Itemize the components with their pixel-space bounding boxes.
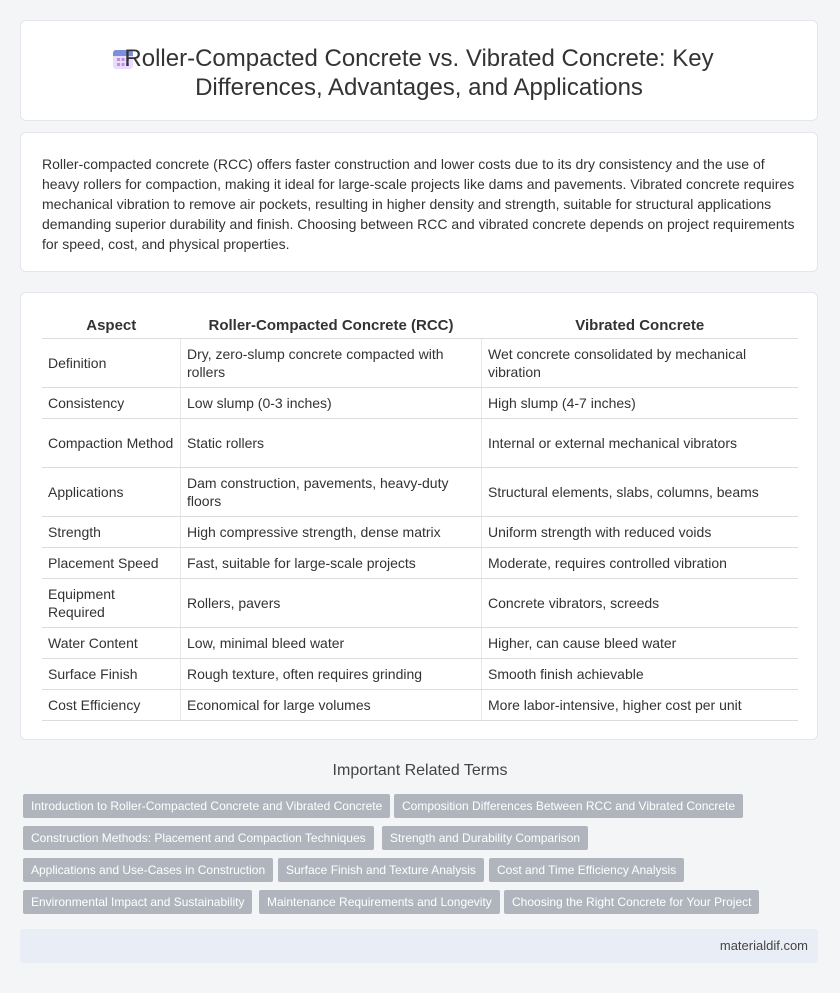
table-row [42, 419, 798, 468]
table-row [42, 339, 798, 388]
header-card [20, 20, 818, 121]
table-cell: Water Content [42, 628, 181, 659]
table-row [42, 468, 798, 517]
table-row [42, 548, 798, 579]
table-cell: Low slump (0-3 inches) [181, 388, 482, 419]
table-header-row [42, 312, 798, 339]
table-cell: Uniform strength with reduced voids [482, 517, 799, 548]
related-term-tag[interactable]: Maintenance Requirements and Longevity [259, 890, 500, 914]
table-cell: Static rollers [181, 419, 482, 468]
table-cell: High slump (4-7 inches) [482, 388, 799, 419]
table-cell: Rough texture, often requires grinding [181, 659, 482, 690]
table-cell: More labor-intensive, higher cost per unit [482, 690, 799, 721]
intro-paragraph: Roller-compacted concrete (RCC) offers faster construction and lower costs due to its dry consistency and the use of heavy rollers for compaction, making it ideal for large-scale projects like dams and pavements. Vibrated concrete requires mechanical vibration to remove air pockets, resulting in higher density and strength, suitable for structural applications demanding superior durability and finish. Choosing between RCC and vibrated concrete depends on project requirements for speed, cost, and physical properties. [42, 156, 795, 252]
related-term-tag[interactable]: Composition Differences Between RCC and Vibrated Concrete [394, 794, 743, 818]
table-cell: Concrete vibrators, screeds [482, 579, 799, 628]
table-cell: Consistency [42, 388, 181, 419]
table-cell: Higher, can cause bleed water [482, 628, 799, 659]
table-cell: Smooth finish achievable [482, 659, 799, 690]
table-cell: Economical for large volumes [181, 690, 482, 721]
table-cell: Low, minimal bleed water [181, 628, 482, 659]
table-cell: Placement Speed [42, 548, 181, 579]
related-term-tag[interactable]: Environmental Impact and Sustainability [23, 890, 252, 914]
table-row [42, 659, 798, 690]
related-term-tag[interactable]: Surface Finish and Texture Analysis [278, 858, 484, 882]
related-term-tag[interactable]: Applications and Use-Cases in Construction [23, 858, 273, 882]
table-cell: Surface Finish [42, 659, 181, 690]
table-row [42, 690, 798, 721]
table-row [42, 579, 798, 628]
table-cell: Wet concrete consolidated by mechanical vibration [482, 339, 799, 388]
table-row [42, 388, 798, 419]
table-cell: Rollers, pavers [181, 579, 482, 628]
column-header-vibrated: Vibrated Concrete [482, 312, 799, 339]
footer-site-link[interactable]: materialdif.com [719, 938, 808, 953]
related-terms-title: Important Related Terms [332, 762, 508, 779]
table-cell: Compaction Method [42, 419, 181, 468]
page-title [21, 44, 817, 102]
table-cell: Equipment Required [42, 579, 181, 628]
table-cell: Fast, suitable for large-scale projects [181, 548, 482, 579]
column-header-rcc: Roller-Compacted Concrete (RCC) [181, 312, 482, 339]
table-cell: Applications [42, 468, 181, 517]
table-cell: Moderate, requires controlled vibration [482, 548, 799, 579]
related-term-tag[interactable]: Construction Methods: Placement and Compaction Techniques [23, 826, 374, 850]
table-cell: Definition [42, 339, 181, 388]
related-term-tag[interactable]: Introduction to Roller-Compacted Concrete and Vibrated Concrete [23, 794, 390, 818]
intro-card [20, 132, 818, 272]
table-cell: High compressive strength, dense matrix [181, 517, 482, 548]
comparison-table [42, 312, 798, 721]
page-title-line1: Roller-Compacted Concrete vs. Vibrated Concrete: Key [124, 45, 714, 72]
table-row [42, 628, 798, 659]
comparison-table-card [20, 292, 818, 740]
related-term-tag[interactable]: Cost and Time Efficiency Analysis [489, 858, 684, 882]
table-cell: Cost Efficiency [42, 690, 181, 721]
table-cell: Dry, zero-slump concrete compacted with rollers [181, 339, 482, 388]
related-term-tag[interactable]: Strength and Durability Comparison [382, 826, 588, 850]
column-header-aspect: Aspect [42, 312, 181, 339]
table-cell: Strength [42, 517, 181, 548]
table-cell: Dam construction, pavements, heavy-duty floors [181, 468, 482, 517]
related-term-tag[interactable]: Choosing the Right Concrete for Your Project [504, 890, 759, 914]
footer [20, 929, 818, 963]
page-title-line2: Differences, Advantages, and Applications [195, 74, 643, 101]
table-cell: Internal or external mechanical vibrators [482, 419, 799, 468]
table-row [42, 517, 798, 548]
table-cell: Structural elements, slabs, columns, beams [482, 468, 799, 517]
